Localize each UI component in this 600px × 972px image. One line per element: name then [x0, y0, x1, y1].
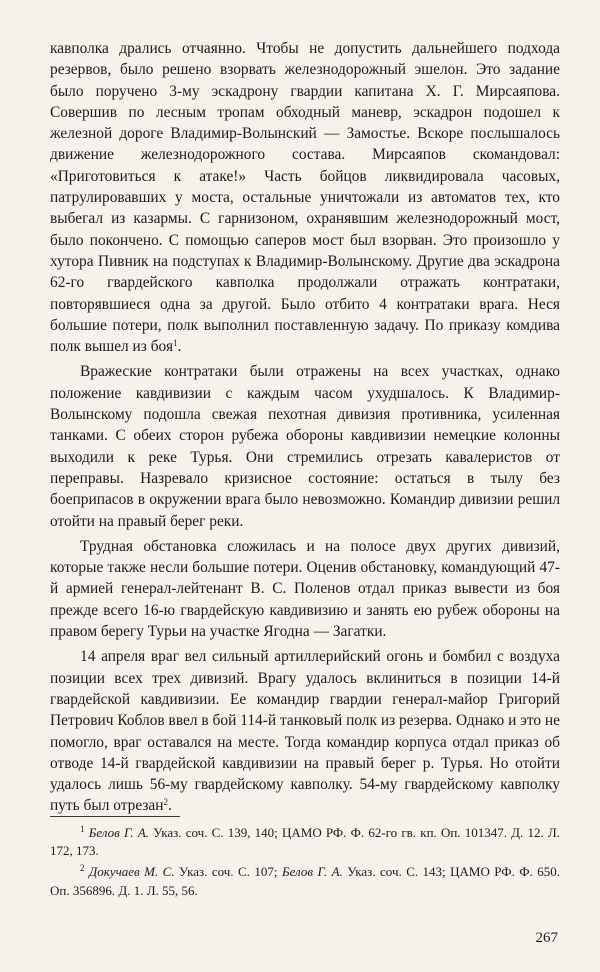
- footnote-1: [50, 824, 560, 860]
- paragraph-4: 14 апреля враг вел сильный артиллерийский огонь и бомбил с воздуха позиции всех трех дивизий. Врагу удалось вклиниться в позиции 14-й гвардейской кавдивизии. Ее командир гвардии генерал-майор Григорий Петрович Коблов ввел в бой 114-й танковый полк из резерва. Однако и это не помогло, враг оставался на месте. Тогда командир корпуса отдал приказ об отводе 14-й гвардейской кавдивизии на правый берег р. Турья. Но отойти удалось лишь 56-му гвардейскому кавполку. 54-му гвардейскому кавполку путь был отрезан$^2$.: [50, 648, 560, 815]
- footnote-2: [50, 863, 560, 899]
- footnote-1-number: 1: [80, 824, 85, 834]
- footnote-2-text-2: Указ. соч. С. 143; ЦАМО РФ. Ф. 650. Оп. 356896. Д. 1. Л. 55, 56.: [50, 864, 560, 898]
- footnote-2-author: Докучаев М. С.: [88, 864, 175, 880]
- footnote-1-author: Белов Г. А.: [88, 825, 150, 840]
- main-text: [50, 38, 560, 817]
- footnote-ref-2: 2: [163, 797, 168, 808]
- paragraph-4-text: 14 апреля враг вел сильный артиллерийский огонь и бомбил с воздуха позиции всех трех дивизий. Врагу удалось вклиниться в позиции 14-й гвардейской кавдивизии. Ее командир гвардии генерал-майор Григорий Петрович Коблов ввел в бой 114-й танковый полк из резерва. Однако и это не помогло, враг оставался на месте. Тогда командир корпуса отдал приказ об отводе 14-й гвардейской кавдивизии на правый берег р. Турья. Но отойти удалось лишь 56-му гвардейскому кавполку. 54-му гвардейскому кавполку путь был отрезан: [50, 648, 560, 815]
- footnote-2-number: 2: [80, 863, 85, 874]
- footnotes: [50, 824, 560, 900]
- footnote-ref-1: 1: [173, 338, 178, 349]
- footnote-1-text: Указ. соч. С. 139, 140; ЦАМО РФ. Ф. 62-го гв. кп. Оп. 101347. Д. 12. Л. 172, 173.: [50, 825, 560, 859]
- paragraph-3: Трудная обстановка сложилась и на полосе двух других дивизий, которые также несли большие потери. Оценив обстановку, командующий 47-й армией генерал-лейтенант В. С. Поленов отдал приказ вывести из боя прежде всего 16-ю гвардейскую кавдивизию и занять ею рубеж обороны на правом берегу Турьи на участке Ягодна — Загатки.: [50, 537, 560, 641]
- footnote-2-text: Указ. соч. С. 107;: [179, 864, 278, 880]
- footnote-divider: [50, 816, 180, 817]
- footnote-2-author-2: Белов Г. А.: [281, 864, 343, 880]
- paragraph-2: Вражеские контратаки были отражены на всех участках, однако положение кавдивизии с каждым часом ухудшалось. К Владимир-Волынскому подошла свежая пехотная дивизия противника, усиленная танками. С обеих сторон рубежа обороны кавдивизии немецкие колонны выходили к реке Турья. Они стремились отрезать кавалеристов от переправы. Назревало кризисное состояние: остаться в тылу без боеприпасов в окружении врага было невозможно. Командир дивизии решил отойти на правый берег реки.: [50, 363, 560, 530]
- page-number: 267: [535, 930, 558, 946]
- paragraph-1: кавполка дрались отчаянно. Чтобы не допустить дальнейшего подхода резервов, было решено взорвать железнодорожный эшелон. Это задание было поручено 3-му эскадрону гвардии капитана Х. Г. Мирсаяпова. Совершив по лесным тропам обходный маневр, эскадрон подошел к железной дороге Владимир-Волынский — Замостье. Вскоре послышалось движение железнодорожного состава. Мирсаяпов скомандовал: «Приготовиться к атаке!» Часть бойцов ликвидировала часовых, патрулировавших у моста, остальные уничтожали из автоматов тех, кто выбегал из казармы. С гарнизоном, охранявшим железнодорожный мост, было покончено. С помощью саперов мост был взорван. Это произошло у хутора Пивник на подступах к Владимир-Волынскому. Другие два эскадрона 62-го гвардейского кавполка продолжали отражать контратаки, повторявшиеся одна за другой. Было отбито 4 контратаки врага. Неся большие потери, полк выполнил поставленную задачу. По приказу комдива полк вышел из боя$^1$.: [50, 40, 560, 356]
- paragraph-1-text: кавполка дрались отчаянно. Чтобы не допустить дальнейшего подхода резервов, было решено взорвать железнодорожный эшелон. Это задание было поручено 3-му эскадрону гвардии капитана Х. Г. Мирсаяпова. Совершив по лесным тропам обходный маневр, эскадрон подошел к железной дороге Владимир-Волынский — Замостье. Вскоре послышалось движение железнодорожного состава. Мирсаяпов скомандовал: «Приготовиться к атаке!» Часть бойцов ликвидировала часовых, патрулировавших у моста, остальные уничтожали из автоматов тех, кто выбегал из казармы. С гарнизоном, охранявшим железнодорожный мост, было покончено. С помощью саперов мост был взорван. Это произошло у хутора Пивник на подступах к Владимир-Волынскому. Другие два эскадрона 62-го гвардейского кавполка продолжали отражать контратаки, повторявшиеся одна за другой. Было отбито 4 контратаки врага. Неся большие потери, полк выполнил поставленную задачу. По приказу комдива полк вышел из боя: [50, 40, 560, 356]
